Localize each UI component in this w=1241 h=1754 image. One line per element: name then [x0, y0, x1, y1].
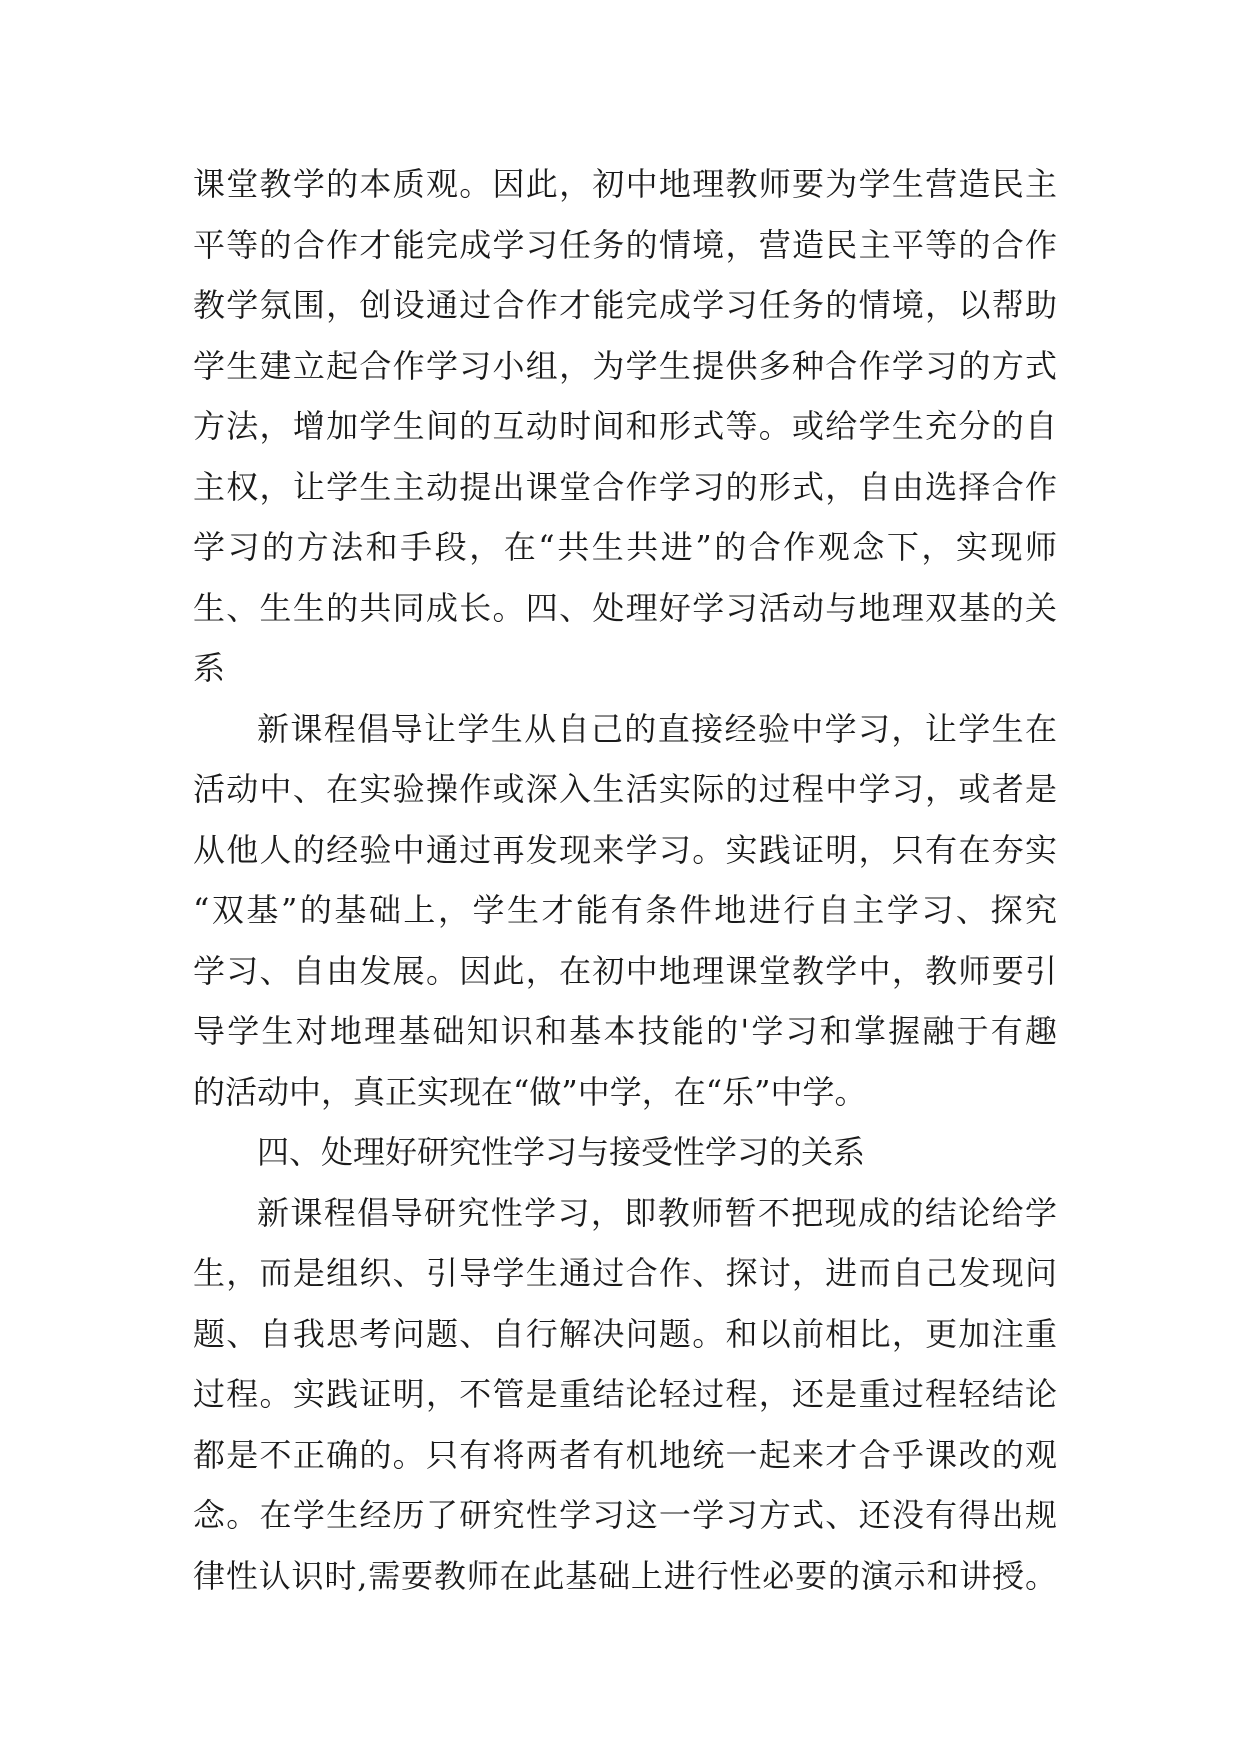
paragraph-1	[193, 154, 1057, 699]
text-line: 学生建立起合作学习小组，为学生提供多种合作学习的方式	[193, 346, 1057, 385]
text-line: 从他人的经验中通过再发现来学习。实践证明，只有在夯实	[193, 830, 1057, 869]
text-line: 新课程倡导研究性学习，即教师暂不把现成的结论给学	[257, 1193, 1057, 1232]
text-line: 都是不正确的。只有将两者有机地统一起来才合乎课改的观	[193, 1435, 1057, 1474]
text-line: 教学氛围，创设通过合作才能完成学习任务的情境，以帮助	[193, 286, 1057, 324]
text-line: 的活动中，真正实现在“做”中学，在“乐”中学。	[193, 1072, 867, 1111]
heading-line: 四、处理好研究性学习与接受性学习的关系	[257, 1133, 866, 1171]
text-line: “双基”的基础上，学生才能有条件地进行自主学习、探究	[193, 891, 1057, 929]
text-line: 过程。实践证明，不管是重结论轻过程，还是重过程轻结论	[193, 1375, 1057, 1413]
text-line: 方法，增加学生间的互动时间和形式等。或给学生充分的自	[193, 407, 1057, 445]
text-line: 律性认识时,需要教师在此基础上进行性必要的演示和讲授。	[193, 1556, 1057, 1595]
text-line: 主权，让学生主动提出课堂合作学习的形式，自由选择合作	[193, 467, 1057, 506]
text-line: 课堂教学的本质观。因此，初中地理教师要为学生营造民主	[193, 165, 1057, 203]
text-line: 生、生生的共同成长。四、处理好学习活动与地理双基的关	[193, 588, 1057, 627]
text-line: 学习、自由发展。因此，在初中地理课堂教学中，教师要引	[193, 951, 1057, 990]
text-line: 生，而是组织、引导学生通过合作、探讨，进而自己发现问	[193, 1254, 1057, 1292]
text-line: 学习的方法和手段，在“共生共进”的合作观念下，实现师	[193, 528, 1057, 566]
paragraph-2	[193, 699, 1057, 1123]
section-heading	[193, 1122, 1057, 1183]
text-line: 活动中、在实验操作或深入生活实际的过程中学习，或者是	[193, 770, 1057, 808]
text-line: 系	[193, 649, 226, 687]
paragraph-3	[193, 1183, 1057, 1607]
text-line: 念。在学生经历了研究性学习这一学习方式、还没有得出规	[193, 1496, 1057, 1534]
text-line: 平等的合作才能完成学习任务的情境，营造民主平等的合作	[193, 225, 1057, 264]
text-line: 新课程倡导让学生从自己的直接经验中学习，让学生在	[257, 709, 1057, 748]
body-text	[193, 154, 1057, 1606]
text-line: 题、自我思考问题、自行解决问题。和以前相比，更加注重	[193, 1314, 1057, 1353]
text-line: 导学生对地理基础知识和基本技能的'学习和掌握融于有趣	[193, 1012, 1057, 1050]
